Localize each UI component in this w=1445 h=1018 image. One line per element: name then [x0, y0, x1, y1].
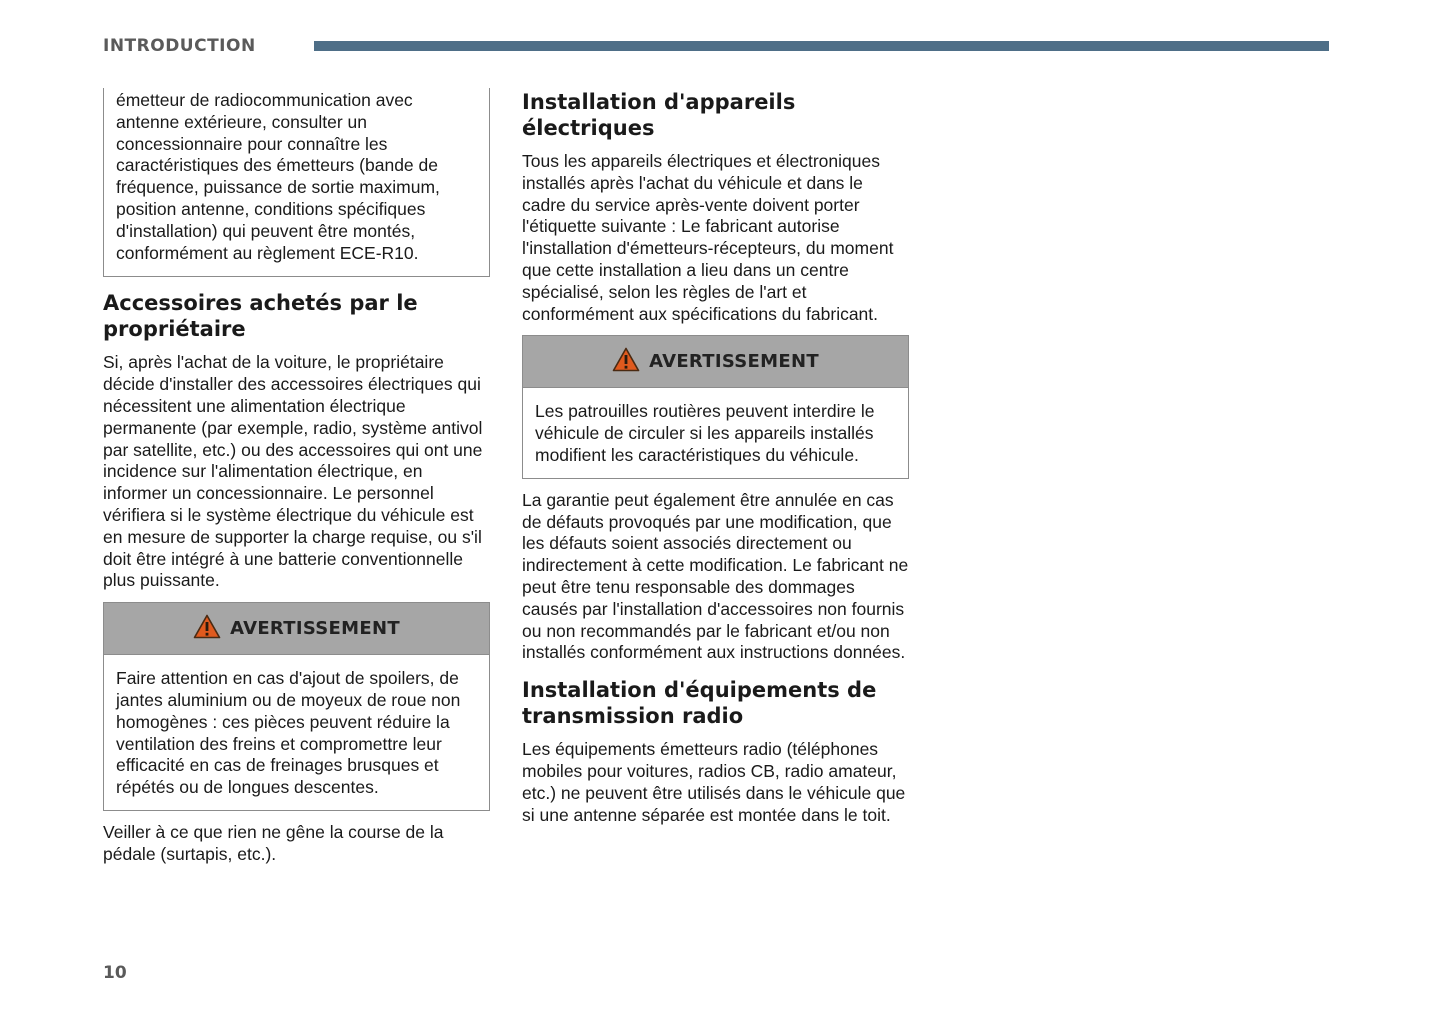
warning-triangle-icon [193, 614, 221, 644]
continued-note-box [103, 88, 490, 277]
warning-header [523, 336, 908, 388]
continued-note-text: émetteur de radiocommunication avec antenne extérieure, consulter un concessionnaire pour connaître les caractéristiques des émetteurs (bande de fréquence, puissance de sortie maximum, position antenne, conditions spécifiques d'installation) qui peuvent être montés, conformément au règlement ECE-R10. [116, 90, 440, 263]
pedal-note-text: Veiller à ce que rien ne gêne la course de la pédale (surtapis, etc.). [103, 821, 444, 864]
warning-text: Les patrouilles routières peuvent interdire le véhicule de circuler si les appareils installés modifient les caractéristiques du véhicule. [535, 401, 875, 465]
section-body-owner-accessories: Si, après l'achat de la voiture, le propriétaire décide d'installer des accessoires électriques qui nécessitent une alimentation électrique permanente (par exemple, radio, système antivol par satellite, etc.) ou des accessoires qui ont une incidence sur l'alimentation électrique, en informer un concessionnaire. Le personnel vérifiera si le système électrique du véhicule est en mesure de supporter la charge requise, ou s'il doit être intégré à une batterie conventionnelle plus puissante. [103, 352, 483, 591]
section-title-electrical-devices: Installation d'appareils électriques [522, 90, 796, 140]
section-body-radio-equipment: Les équipements émetteurs radio (téléphones mobiles pour voitures, radios CB, radio amateur, etc.) ne peuvent être utilisés dans le véhicule que si une antenne séparée est montée dans le toit. [522, 739, 906, 825]
warning-body [104, 655, 489, 810]
header-rule [314, 41, 1329, 51]
warning-header [104, 603, 489, 655]
right-column [522, 88, 909, 826]
warning-text: Faire attention en cas d'ajout de spoilers, de jantes aluminium ou de moyeux de roue non homogènes : ces pièces peuvent réduire la ventilation des freins et compromettre leur efficacité en cas de freinages brusques et répétés ou de longues descentes. [116, 668, 461, 798]
warning-title: AVERTISSEMENT [649, 351, 819, 373]
section-title-radio-equipment: Installation d'équipements de transmission radio [522, 678, 877, 729]
warning-box-spoilers [103, 602, 490, 811]
guarantee-text: La garantie peut également être annulée en cas de défauts provoqués par une modification, que les défauts soient associés directement ou indirectement à cette modification. Le fabricant ne peut être tenu responsable des dommages causés par l'installation d'accessoires non fournis ou non recommandés par le fabricant et/ou non installés conformément aux instructions données. [522, 489, 909, 663]
section-body-electrical-devices: Tous les appareils électriques et électroniques installés après l'achat du véhicule et dans le cadre du service après-vente doivent porter l'étiquette suivante : Le fabricant autorise l'installation d'émetteurs-récepteurs, du moment que cette installation a lieu dans un centre spécialisé, selon les règles de l'art et conformément aux spécifications du fabricant. [522, 151, 894, 324]
left-column [103, 88, 490, 866]
section-header-title: INTRODUCTION [103, 36, 256, 56]
warning-body [523, 388, 908, 477]
page-number: 10 [103, 963, 127, 983]
warning-box-patrols [522, 335, 909, 478]
section-title-owner-accessories: Accessoires achetés par le propriétaire [103, 291, 418, 342]
warning-title: AVERTISSEMENT [230, 618, 400, 640]
warning-triangle-icon [612, 347, 640, 377]
